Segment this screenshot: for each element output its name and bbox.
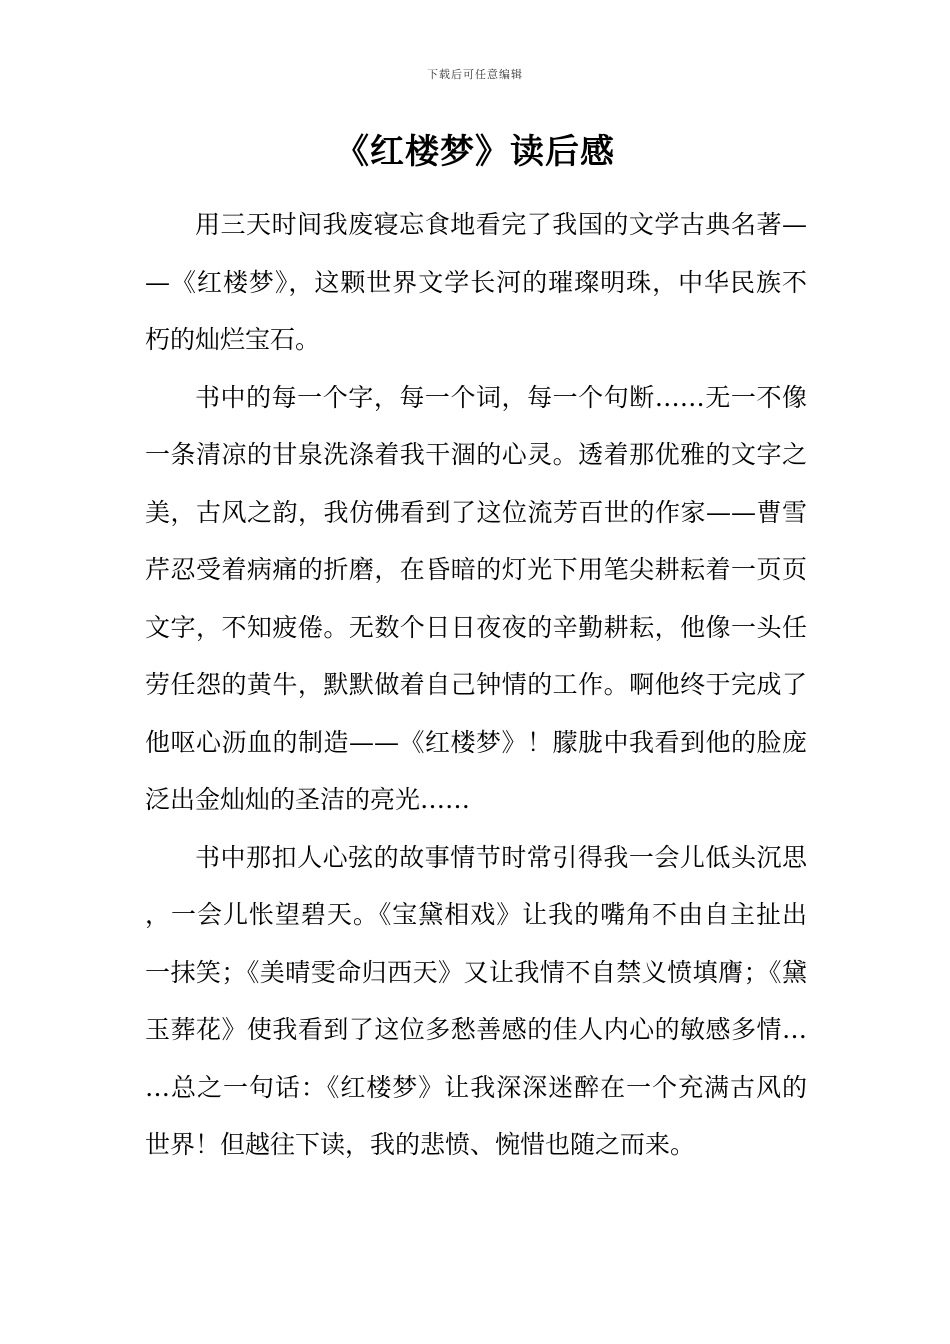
document-title: 《红楼梦》读后感 xyxy=(335,132,615,172)
document-body xyxy=(145,196,807,1174)
paragraph-2: 书中的每一个字，每一个词，每一个句断……无一不像一条清凉的甘泉洗涤着我干涸的心灵。透着那优雅的文字之美，古风之韵，我仿佛看到了这位流芳百世的作家——曹雪芹忍受着病痛的折磨，在昏暗的灯光下用笔尖耕耘着一页页文字，不知疲倦。无数个日日夜夜的辛勤耕耘，他像一头任劳任怨的黄牛，默默做着自己钟情的工作。啊他终于完成了他呕心沥血的制造——《红楼梦》！朦胧中我看到他的脸庞泛出金灿灿的圣洁的亮光…… xyxy=(145,382,807,814)
paragraph-3: 书中那扣人心弦的故事情节时常引得我一会儿低头沉思，一会儿怅望碧天。《宝黛相戏》让我的嘴角不由自主扯出一抹笑；《美晴雯命归西天》又让我情不自禁义愤填膺；《黛玉葬花》使我看到了这位多愁善感的佳人内心的敏感多情……总之一句话：《红楼梦》让我深深迷醉在一个充满古风的世界！但越往下读，我的悲愤、惋惜也随之而来。 xyxy=(145,842,807,1159)
header-note: 下载后可任意编辑 xyxy=(427,68,523,81)
paragraph-1: 用三天时间我废寝忘食地看完了我国的文学古典名著——《红楼梦》，这颗世界文学长河的璀璨明珠，中华民族不朽的灿烂宝石。 xyxy=(145,210,807,354)
